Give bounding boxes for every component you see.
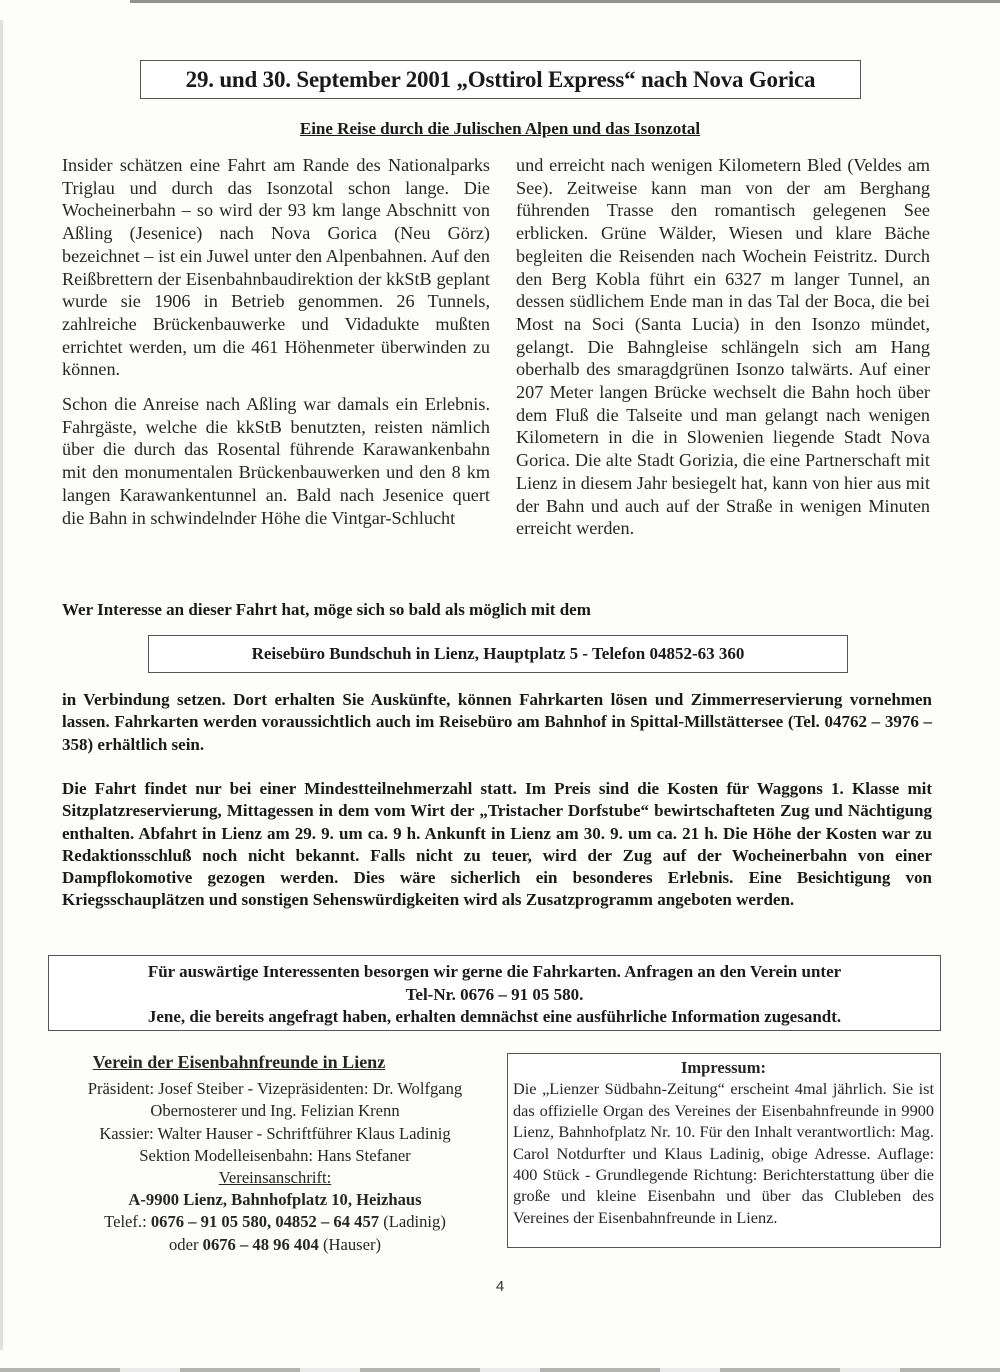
page-title: 29. und 30. September 2001 „Osttirol Express“ nach Nova Gorica [185,67,816,92]
club-officers: Präsident: Josef Steiber - Vizepräsidenten: Dr. Wolfgang [87,1079,463,1099]
club-info [55,1051,495,1256]
article-left-column [62,154,490,529]
impressum-text: Die „Lienzer Südbahn-Zeitung“ erscheint 4mal jährlich. Sie ist das offizielle Organ des Vereines der Eisenbahnfreunde in 9900 Lienz, Bahnhofplatz Nr. 10. Für den Inhalt verantwortlich: Mag. Carol Notdurfter und Klaus Ladinig, obige Adresse. Auflage: 400 Stück - Grundlegende Richtung: Berichterstattung über die große und kleine Eisenbahn und über das Clubleben des Vereines der Eisenbahnfreunde in Lienz. [513,1079,934,1227]
phone-number: 0676 – 48 96 404 [202,1234,319,1254]
phone-owner: (Ladinig) [379,1212,446,1232]
notice-phone: Tel-Nr. 0676 – 91 05 580. [405,984,584,1004]
title-box [140,60,861,99]
scan-edge-bottom [0,1368,1000,1372]
article-paragraph: Insider schätzen eine Fahrt am Rande des Nationalparks Triglau und durch das Isonzotal schon lange. Die Wocheinerbahn – so wird der 93 km lange Abschnitt von Aßling (Jesenice) nach Nova Gorica (Neu Görz) bezeichnet – ist ein Juwel unter den Alpenbahnen. Auf den Reißbrettern der Eisenbahnbaudirektion der kkStB geplant wurde sie 1906 in Betrieb genommen. 26 Tunnels, zahlreiche Brückenbauwerke und Vidadukte mußten errichtet werden, um die 461 Höhenmeter überwinden zu können. [62,155,490,380]
impressum-box [507,1053,941,1248]
article-paragraph: Schon die Anreise nach Aßling war damals ein Erlebnis. Fahrgäste, welche die kkStB benutzten, reisten nämlich über die durch das Rosental führende Karawankenbahn mit den monumentalen Brückenbauwerken und den 8 km langen Karawankentunnel an. Bald nach Jesenice quert die Bahn in schwindelnder Höhe die Vintgar-Schlucht [62,394,490,528]
club-officers: Obernosterer und Ing. Felizian Krenn [150,1101,400,1121]
phone-prefix: Telef.: [104,1212,151,1232]
travel-agency-text: Reisebüro Bundschuh in Lienz, Hauptplatz 5 - Telefon 04852-63 360 [251,644,745,663]
notice-line: Für auswärtige Interessenten besorgen wir gerne die Fahrkarten. Anfragen an den Verein unter [147,962,842,981]
article-right-column [516,154,930,540]
club-title: Verein der Eisenbahnfreunde in Lienz [92,1052,386,1072]
phone-number: 0676 – 91 05 580, 04852 – 64 457 [150,1212,380,1232]
booking-intro: Wer Interesse an dieser Fahrt hat, möge sich so bald als möglich mit dem [62,600,591,619]
subtitle-text: Eine Reise durch die Julischen Alpen und das Isonzotal [299,119,701,138]
booking-contact-paragraph: in Verbindung setzen. Dort erhalten Sie Auskünfte, können Fahrkarten lösen und Zimmerreservierung vornehmen lassen. Fahrkarten werden voraussichtlich auch im Reisebüro am Bahnhof in Spittal-Millstättersee (Tel. 04762 – 3976 – 358) erhältlich sein. [62,690,932,754]
club-officers: Kassier: Walter Hauser - Schriftführer Klaus Ladinig [99,1123,451,1143]
club-address: A-9900 Lienz, Bahnhofplatz 10, Heizhaus [128,1190,422,1210]
scan-edge-left [0,20,3,1350]
phone-prefix: oder [169,1234,203,1254]
club-section: Sektion Modelleisenbahn: Hans Stefaner [139,1145,411,1165]
club-phone-line [55,1211,495,1233]
notice-line: Jene, die bereits angefragt haben, erhalten demnächst eine ausführliche Information zugesandt. [147,1007,842,1026]
impressum-title: Impressum: [681,1058,766,1077]
travel-agency-box [148,635,848,673]
club-address-label: Vereinsanschrift: [218,1168,332,1188]
page-number: 4 [495,1278,505,1295]
article-paragraph: und erreicht nach wenigen Kilometern Bled (Veldes am See). Zeitweise kann man von der am Berghang führenden Trasse den romantisch gelegenen See erblicken. Grüne Wälder, Wiesen und klare Bäche begleiten die Reisenden nach Wochein Feistritz. Durch den Berg Kobla führt ein 6327 m langer Tunnel, an dessen südlichem Ende man in das Tal der Boca, die bei Most na Soci (Santa Lucia) in den Isonzo mündet, gelangt. Die Bahngleise schlängeln sich am Hang oberhalb des smaragdgrünen Isonzo talwärts. Auf einer 207 Meter langen Brücke wechselt die Bahn hoch über dem Fluß die Talseite und man gelangt nach wenigen Kilometern in die in Slowenien liegende Stadt Nova Gorica. Die alte Stadt Gorizia, die eine Partnerschaft mit Lienz in diesem Jahr besiegelt hat, kann von hier aus mit der Bahn und auch auf der Straße in wenigen Minuten erreicht werden. [516,155,930,539]
club-phone-line [55,1234,495,1256]
notice-box [48,955,941,1031]
scan-edge-top [130,0,1000,3]
phone-owner: (Hauser) [318,1234,381,1254]
trip-details-paragraph: Die Fahrt findet nur bei einer Mindestteilnehmerzahl statt. Im Preis sind die Kosten für Waggons 1. Klasse mit Sitzplatzreservierung, Mittagessen in dem vom Wirt der „Tristacher Dorfstube“ bewirtschafteten Zug und Nächtigung enthalten. Abfahrt in Lienz am 29. 9. um ca. 9 h. Ankunft in Lienz am 30. 9. um ca. 21 h. Die Höhe der Kosten war zu Redaktionsschluß noch nicht bekannt. Falls nicht zu teuer, wird der Zug auf der Wocheinerbahn von einer Dampflokomotive gezogen werden. Dies wäre sicherlich ein besonderes Erlebnis. Eine Besichtigung von Kriegsschauplätzen und sonstigen Sehenswürdigkeiten wird als Zusatzprogramm angeboten werden. [62,779,932,910]
subtitle [0,119,1000,139]
